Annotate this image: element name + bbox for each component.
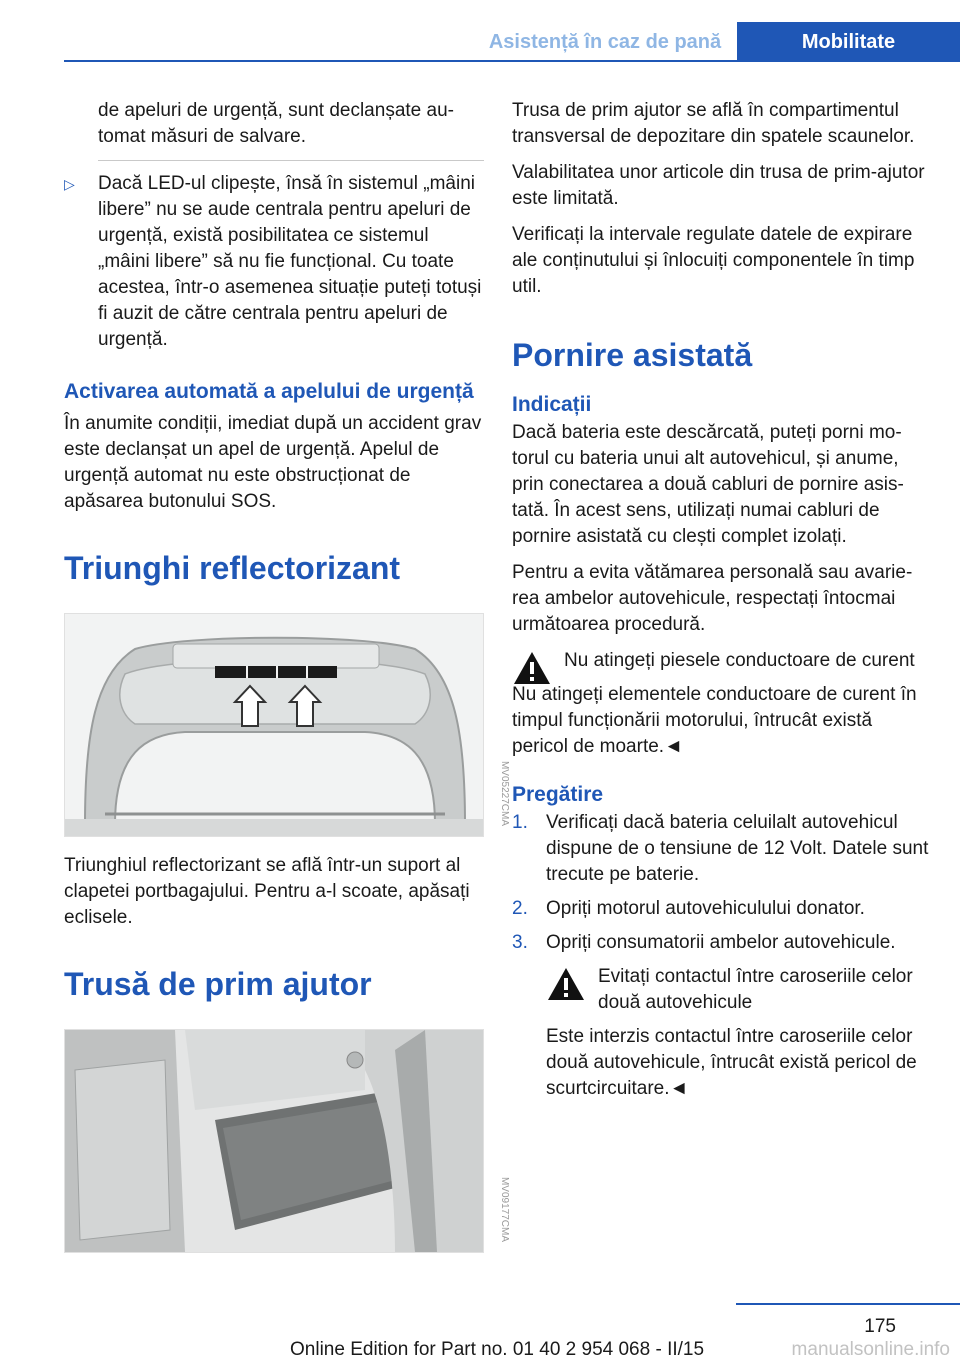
first-aid-figure	[64, 1029, 510, 1253]
chapter-tab[interactable]: Mobilitate	[737, 22, 960, 62]
step-number: 1.	[512, 812, 528, 833]
indications-heading: Indicații	[512, 393, 592, 416]
triangle-text: Triunghiul reflectorizant se află într-un suport al clapetei portbagajului. Pentru a-l scoate, apăsați eclisele.	[64, 855, 470, 928]
jump-start-heading: Pornire asistată	[512, 337, 753, 373]
list-item	[512, 810, 932, 888]
bullet-text: Dacă LED-ul clipește, însă în sistemul „mâini libere” nu se aude centrala pentru apeluri de urgență, există posibilitatea ce sistemul „mâini libere” să nu fie funcțional. Cu toate acestea, într-o asemenea situație puteți totuși fi auzit de către centrala pentru apeluri de urgență.	[98, 173, 482, 350]
left-column	[64, 98, 510, 1269]
step-text: Verificați dacă bateria celuilalt autovehicul dispune de o tensiune de 12 Volt. Datele sunt trecute pe baterie.	[546, 812, 929, 885]
warning-block	[546, 964, 932, 1016]
triangle-heading: Triunghi reflectorizant	[64, 550, 401, 586]
firstaid-paragraph-1: Trusa de prim ajutor se află în compartimentul transversal de depozitare din spatele scaunelor.	[512, 100, 915, 147]
firstaid-paragraph-2: Valabilitatea unor articole din trusa de prim-ajutor este limitată.	[512, 162, 925, 209]
warning-title: Nu atingeți piesele conductoare de curent	[564, 650, 915, 671]
firstaid-paragraph-3: Verificați la intervale regulate datele de expirare ale conținutului și înlocuiți componentele în timp util.	[512, 224, 915, 297]
warning-triangle-figure	[64, 613, 510, 837]
warning-text: Este interzis contactul între caroseriile celor două autovehicule, întrucât există pericol de scurtcircuitare.◄	[546, 1026, 917, 1099]
watermark: manualsonline.info	[791, 1339, 950, 1360]
figure-code: MV05227CMA	[499, 760, 510, 826]
list-item	[64, 171, 484, 353]
page-header	[0, 0, 960, 62]
indications-paragraph-1: Dacă bateria este descărcată, puteți porni motorul cu bateria unui alt autovehicul, și anume, prin conectarea a două cabluri de pornire asistată. În acest sens, utilizați numai cabluri de pornire asistată cu clești complet izolați.	[512, 422, 904, 547]
warning-text: Nu atingeți elementele conductoare de curent în timpul funcționării motorului, întrucât există pericol de moarte.◄	[512, 684, 917, 757]
warning-icon	[512, 650, 552, 686]
footer-rule	[736, 1303, 960, 1305]
indications-paragraph-2: Pentru a evita vătămarea personală sau avarierea ambelor autovehicule, respectați întocmai următoarea procedură.	[512, 562, 913, 635]
section-tab[interactable]: Asistență în caz de pană	[488, 31, 722, 53]
list-item	[512, 930, 932, 956]
continuation-text: de apeluri de urgență, sunt declanșate automat măsuri de salvare.	[98, 100, 454, 147]
trunk-lid-illustration	[65, 614, 483, 836]
first-aid-compartment-illustration	[65, 1030, 483, 1252]
preparation-heading: Pregătire	[512, 783, 604, 806]
preparation-steps	[512, 810, 932, 956]
edition-text: Online Edition for Part no. 01 40 2 954 068 - II/15	[290, 1339, 705, 1360]
warning-icon	[546, 966, 586, 1002]
right-column	[512, 98, 932, 1112]
page-number: 175	[864, 1316, 896, 1337]
firstaid-heading: Trusă de prim ajutor	[64, 966, 372, 1002]
step-number: 2.	[512, 898, 528, 919]
warning-title: Evitați contactul între caroseriile celor două autovehicule	[598, 966, 913, 1013]
auto-call-text: În anumite condiții, imediat după un accident grav este declanșat un apel de urgență. Apelul de urgență automat nu este obstrucționat de apăsarea butonului SOS.	[64, 413, 482, 512]
auto-call-heading: Activarea automată a apelului de urgență	[64, 380, 474, 403]
step-number: 3.	[512, 932, 528, 953]
figure-code: MV09177CMA	[499, 1176, 510, 1242]
step-text: Opriți consumatorii ambelor autovehicule.	[546, 932, 896, 953]
list-item	[512, 896, 932, 922]
triangle-bullet-icon: ▷	[64, 176, 75, 192]
header-rule	[64, 60, 960, 62]
warning-block	[512, 648, 932, 674]
step-text: Opriți motorul autovehiculului donator.	[546, 898, 865, 919]
separator	[98, 160, 484, 161]
